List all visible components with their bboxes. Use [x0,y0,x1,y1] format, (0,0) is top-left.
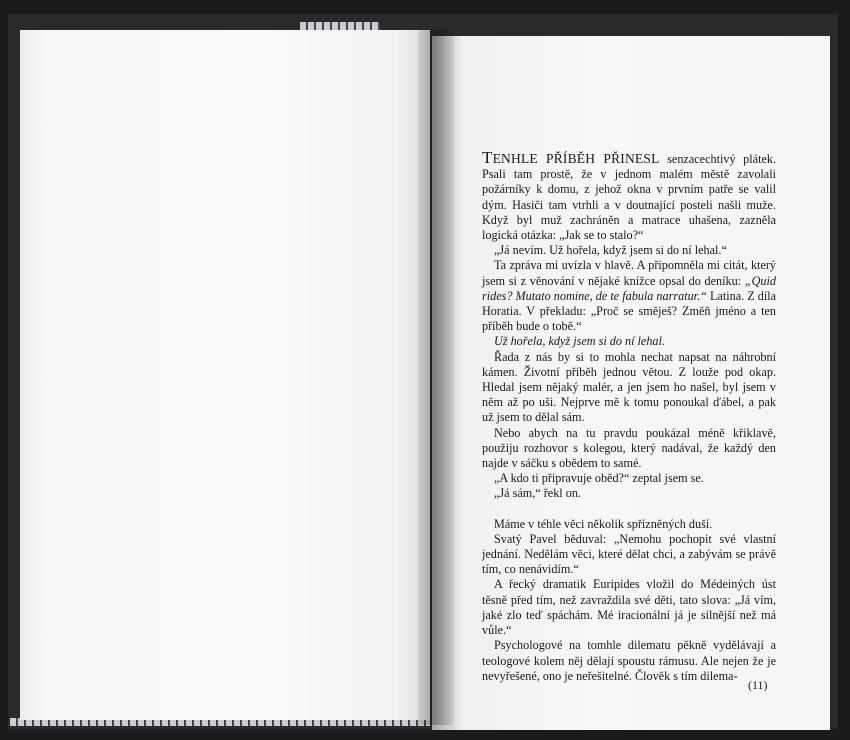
paragraph-text: Latina. Z díla Horatia. V překladu: „Proč se směješ? Změň jméno a ten příběh bude o tobě.“ [482,288,776,334]
italic-paragraph [482,334,776,349]
book-gutter [418,30,454,725]
left-page-blank [20,30,430,720]
lead-caps: ENHLE PŘÍBĚH PŘINESL [492,151,660,166]
paragraph: Řada z nás by si to mohla nechat napsat na náhrobní kámen. Životní příběh jednou větou. Z louže pod okap. Hledal jsem nějaký malér, a jen jsem ho našel, byl jsem v něm až po uši. Nejprve mě k tomu ponoukal ďábel, a pak už jsem to dělal sám. [482,349,776,425]
paragraph: „A kdo ti připravuje oběd?“ zeptal jsem se. [494,471,704,486]
paragraph: „Já sám,“ řekl on. [494,486,581,501]
page-number: (11) [748,678,768,692]
latin-quote: „Quid rides? Mutato nomine, de te fabula narratur.“ [482,273,776,303]
italic-quote: Už hořela, když jsem si do ní lehal. [494,334,665,349]
opening-rest: senzacechtivý plátek. Psali tam prostě, že v jednom malém městě zavolali požárníky k domu, z jehož okna v prvním patře se valil dým. Hasiči tam vtrhli a v doutnající posteli našli muže. Když byl muž zachráněn a matrace uhašena, zazněla logická otázka: „Jak se to stalo?“ [482,152,776,243]
paragraph: Svatý Pavel běduval: „Nemohu pochopit své vlastní jednání. Nedělám věci, které dělat chci, a zabývám se právě tím, co nenávidím.“ [482,531,776,577]
paragraph: Nebo abych na tu pravdu poukázal méně křiklavě, použiju rozhovor s kolegou, který nadával, že každý den najde v sáčku s obědem to samé. [482,425,776,471]
paragraph: Psychologové na tomhle dilematu pěkně vydělávají a teologové kolem něj dělají spoustu rámusu. Ale nejen že je nevyřešené, ono je neřešitelné. Člověk s tím dilema- [482,638,776,683]
body-text [482,150,776,684]
lead-initial: T [482,148,493,167]
paragraph: A řecký dramatik Euripides vložil do Médeiných úst těsně před tím, než zavraždila své děti, tato slova: „Já vím, jaké zlo teď spáchám. Mé iracionální já je silnější než má vůle.“ [482,577,776,638]
paragraph-text: Ta zpráva mi uvízla v hlavě. A připomněla mi citát, který jsem si z věnování v nějaké knížce opsal do deníku: [482,258,776,288]
opening-paragraph [482,150,776,243]
paragraph: Máme v téhle věci několik spřízněných duší. [494,516,713,531]
paragraph [482,258,776,334]
decorative-border [300,22,380,30]
paragraph: „Já nevím. Už hořela, když jsem si do ní lehal.“ [494,243,727,258]
